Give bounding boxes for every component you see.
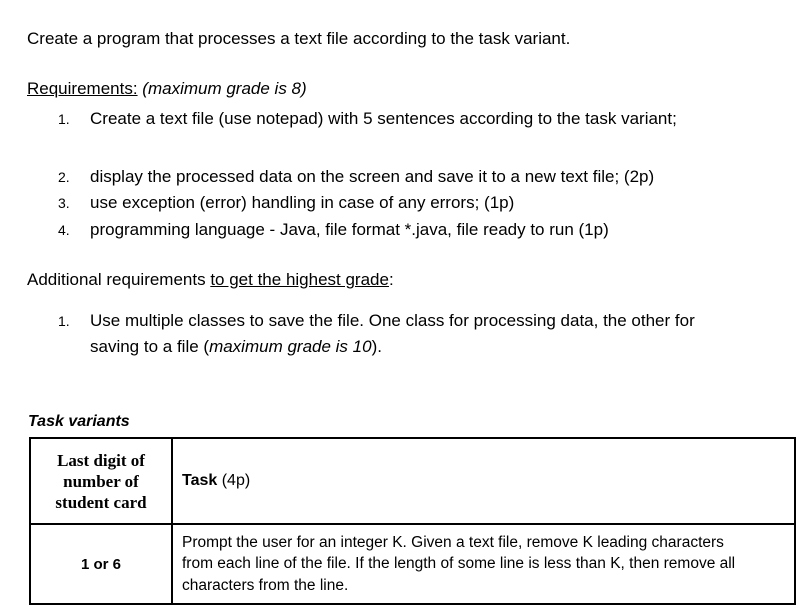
additional-line1: Use multiple classes to save the file. One class for processing data, the other for [90,311,695,330]
requirement-text: Create a text file (use notepad) with 5 sentences according to the task variant; [90,109,677,128]
additional-number: 1. [58,313,70,329]
requirement-text: display the processed data on the screen and save it to a new text file; (2p) [90,167,655,186]
requirements-note: (maximum grade is 8) [142,79,307,98]
additional-line2-prefix: saving to a file ( [90,337,210,356]
requirement-number: 4. [58,222,70,238]
header-task [172,438,795,524]
table-row [30,524,795,604]
task-variants-heading: Task variants [28,413,130,430]
additional-item-1 [58,310,695,332]
variant-task-line: Prompt the user for an integer K. Given a text file, remove K leading characters [182,533,724,551]
requirements-heading [27,78,307,100]
variant-digits: 1 or 6 [30,524,172,604]
task-variants-table [29,437,796,605]
additional-line2-italic: maximum grade is 10 [209,337,372,356]
table-header-row [30,438,795,524]
requirement-number: 2. [58,169,70,185]
requirement-number: 1. [58,111,70,127]
requirements-label: Requirements: [27,79,138,98]
requirement-item-4 [58,219,609,241]
requirement-item-1 [58,108,677,130]
header-task-points: (4p) [217,472,251,489]
additional-line2-suffix: ). [371,337,382,356]
additional-suffix: : [388,270,394,289]
requirement-item-3 [58,192,514,214]
additional-heading [27,269,394,291]
additional-underlined: to get the highest grade [210,270,389,289]
header-left-line: number of [63,471,139,491]
variant-task-line: characters from the line. [182,576,349,594]
requirement-item-2 [58,166,654,188]
requirement-text: use exception (error) handling in case of any errors; (1p) [90,193,515,212]
header-left-line: Last digit of [57,450,145,470]
header-last-digit [30,438,172,524]
additional-item-1-continuation [90,336,382,358]
requirement-text: programming language - Java, file format *.java, file ready to run (1p) [90,220,609,239]
intro-text: Create a program that processes a text file according to the task variant. [27,29,571,48]
header-left-line: student card [55,492,147,512]
header-task-label: Task [182,472,218,489]
variant-task [172,524,795,604]
additional-prefix: Additional requirements [27,270,211,289]
variant-task-line: from each line of the file. If the length of some line is less than K, then remove all [182,555,736,573]
requirement-number: 3. [58,195,70,211]
